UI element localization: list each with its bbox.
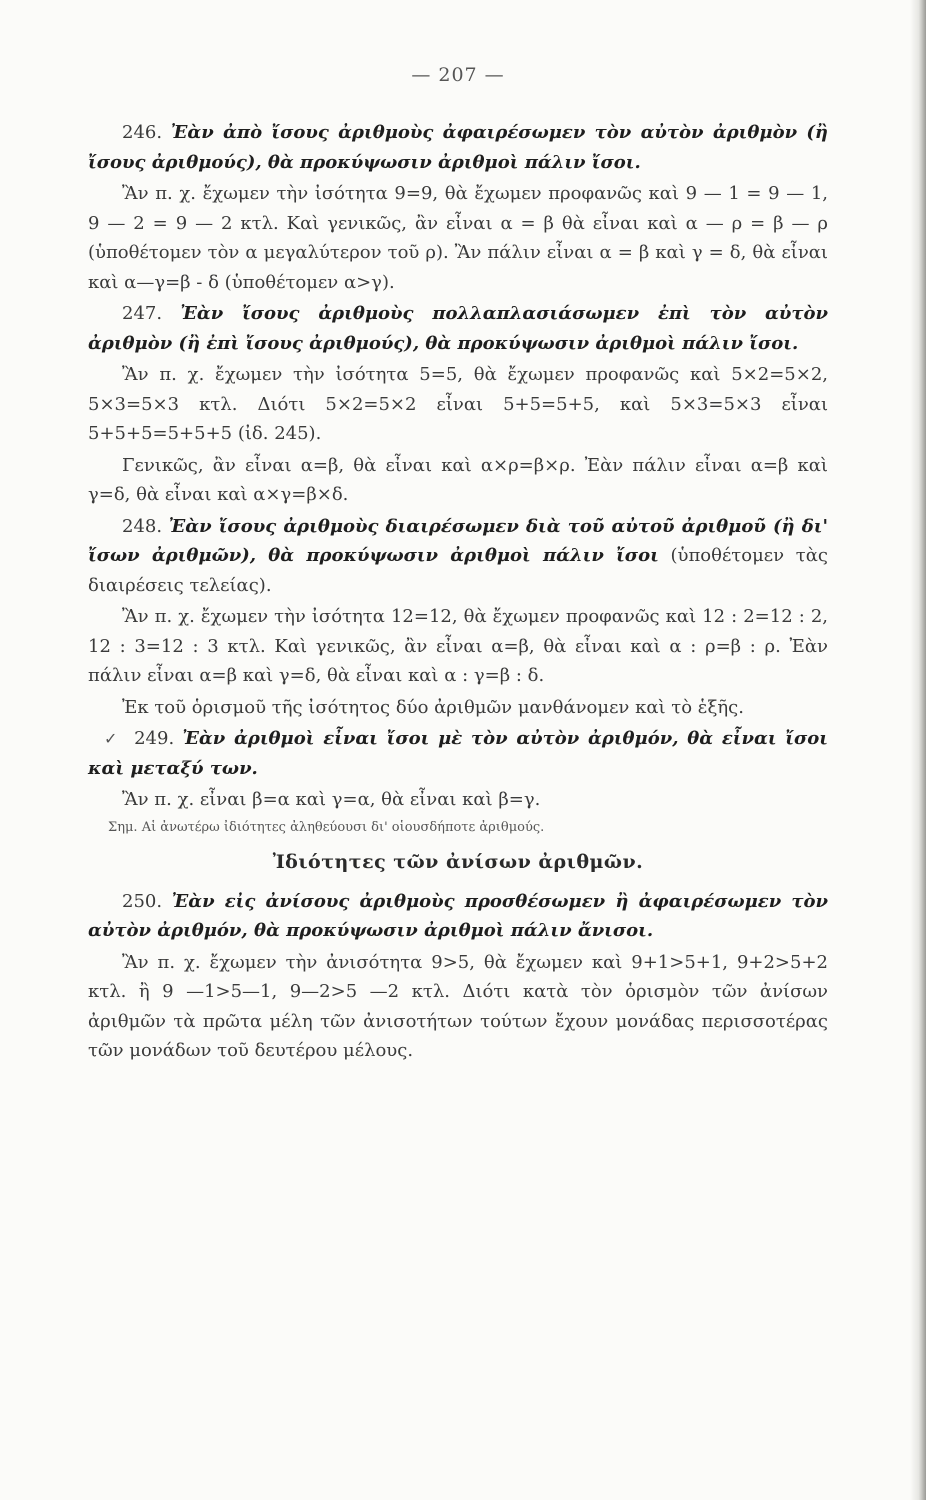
paragraph-247-body: Ἂν π. χ. ἔχωμεν τὴν ἰσότητα 5=5, θὰ ἔχωμεν προφανῶς καὶ 5×2=5×2, 5×3=5×3 κτλ. Διότι 5×2=5×2 εἶναι 5+5=5+5, καὶ 5×3=5×3 εἶναι 5+5+5=5+5+5 (ἰδ. 245). <box>88 364 828 444</box>
page-edge-shadow <box>910 0 926 1500</box>
section-number: 247. <box>122 303 163 324</box>
handwritten-check-mark: ✓ <box>104 729 120 748</box>
paragraph-250-body: Ἂν π. χ. ἔχωμεν τὴν ἀνισότητα 9>5, θὰ ἔχωμεν καὶ 9+1>5+1, 9+2>5+2 κτλ. ἢ 9 —1>5—1, 9—2>5 —2 κτλ. Διότι κατὰ τὸν ὁρισμὸν τῶν ἀνίσων ἀριθμῶν τὰ πρῶτα μέλη τῶν ἀνισοτήτων τούτων ἔχουν μονάδας περισσοτέρας τῶν μονάδων τοῦ δευτέρου μέλους. <box>88 951 828 1061</box>
section-number: 250. <box>122 890 163 912</box>
paragraph-247-body2: Γενικῶς, ἂν εἶναι α=β, θὰ εἶναι καὶ α×ρ=β×ρ. Ἐὰν πάλιν εἶναι α=β καὶ γ=δ, θὰ εἶναι καὶ α×γ=β×δ. <box>88 454 828 505</box>
theorem-text: Ἐὰν εἰς ἀνίσους ἀριθμοὺς προσθέσωμεν ἢ ἀφαιρέσωμεν τὸν αὐτὸν ἀριθμόν, θὰ προκύψωσιν ἀριθμοὶ πάλιν ἄνισοι. <box>88 890 828 941</box>
paragraph-248-body: Ἂν π. χ. ἔχωμεν τὴν ἰσότητα 12=12, θὰ ἔχωμεν προφανῶς καὶ 12 : 2=12 : 2, 12 : 3=12 : 3 κτλ. Καὶ γενικῶς, ἂν εἶναι α=β, θὰ εἶναι καὶ α : ρ=β : ρ. Ἐὰν πάλιν εἶναι α=β καὶ γ=δ, θὰ εἶναι καὶ α : γ=β : δ. <box>88 606 828 686</box>
paragraph-248-theorem <box>88 512 828 601</box>
footnote: Σημ. Αἱ ἀνωτέρω ἰδιότητες ἀληθεύουσι δι' οἱουσδήποτε ἀριθμούς. <box>108 819 545 835</box>
paragraph-246-body: Ἂν π. χ. ἔχωμεν τὴν ἰσότητα 9=9, θὰ ἔχωμεν προφανῶς καὶ 9 — 1 = 9 — 1, 9 — 2 = 9 — 2 κτλ. Καὶ γενικῶς, ἂν εἶναι α = β θὰ εἶναι καὶ α — ρ = β — ρ (ὑποθέτομεν τὸν α μεγαλύτερον τοῦ ρ). Ἂν πάλιν εἶναι α = β καὶ γ = δ, θὰ εἶναι καὶ α—γ=β - δ (ὑποθέτομεν α>γ). <box>88 183 828 293</box>
paragraph-246-theorem <box>88 118 828 177</box>
paragraph-247-theorem <box>88 299 828 358</box>
theorem-tail: (ὑποθέτομεν τὰς διαιρέσεις τελείας). <box>88 545 828 596</box>
theorem-text: Ἐὰν ἀριθμοὶ εἶναι ἴσοι μὲ τὸν αὐτὸν ἀριθμόν, θὰ εἶναι ἴσοι καὶ μεταξύ των. <box>88 728 828 779</box>
section-number: 248. <box>122 515 163 537</box>
theorem-text: Ἐὰν ἴσους ἀριθμοὺς πολλαπλασιάσωμεν ἐπὶ τὸν αὐτὸν ἀριθμὸν (ἢ ἐπὶ ἴσους ἀριθμούς), θὰ προκύψωσιν ἀριθμοὶ πάλιν ἴσοι. <box>88 303 828 354</box>
section-heading: Ἰδιότητες τῶν ἀνίσων ἀριθμῶν. <box>272 850 644 873</box>
paragraph-248-body2: Ἐκ τοῦ ὁρισμοῦ τῆς ἰσότητος δύο ἀριθμῶν μανθάνομεν καὶ τὸ ἑξῆς. <box>122 696 744 718</box>
section-number: 249. <box>134 728 175 749</box>
paragraph-250-theorem <box>88 887 828 946</box>
theorem-text: Ἐὰν ἀπὸ ἴσους ἀριθμοὺς ἀφαιρέσωμεν τὸν αὐτὸν ἀριθμὸν (ἢ ἴσους ἀριθμούς), θὰ προκύψωσιν ἀριθμοὶ πάλιν ἴσοι. <box>88 122 828 173</box>
theorem-text: Ἐὰν ἴσους ἀριθμοὺς διαιρέσωμεν διὰ τοῦ αὐτοῦ ἀριθμοῦ (ἢ δι' ἴσων ἀριθμῶν), θὰ προκύψωσιν ἀριθμοὶ πάλιν ἴσοι <box>88 515 828 566</box>
paragraph-249-theorem <box>88 724 828 783</box>
section-number: 246. <box>122 122 163 143</box>
page-content <box>88 64 828 1068</box>
paragraph-249-body: Ἂν π. χ. εἶναι β=α καὶ γ=α, θὰ εἶναι καὶ β=γ. <box>122 789 541 810</box>
page-number: — 207 — <box>411 64 505 86</box>
